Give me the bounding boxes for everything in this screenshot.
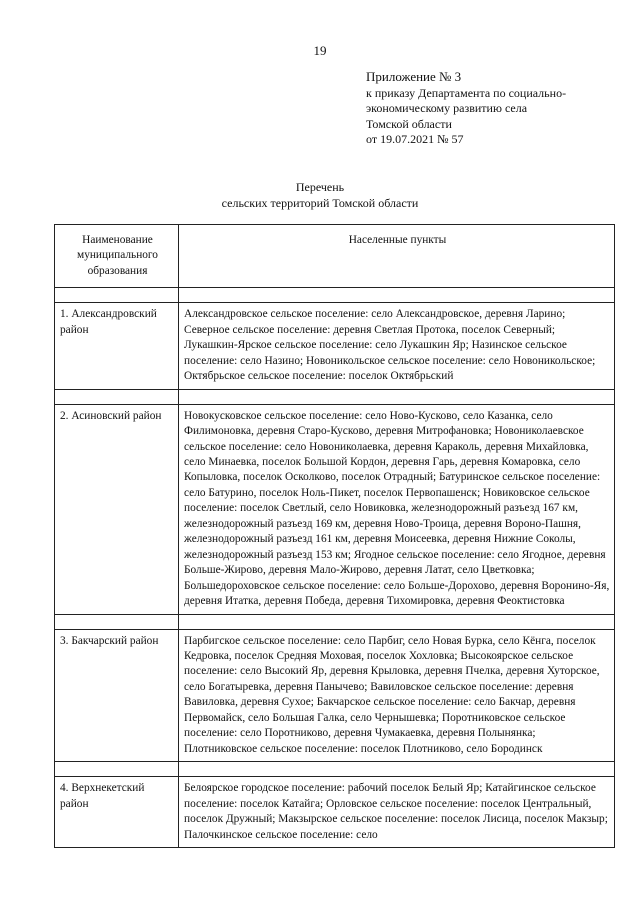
spacer-cell (179, 288, 615, 303)
table-row (55, 777, 615, 848)
settlements-cell: Александровское сельское поселение: село Александровское, деревня Ларино; Северное сельское поселение: деревня Светлая Протока, поселок Северный; Лукашкин-Ярское сельское поселение: село Лукашкин Яр; Назинское сельское поселение: село Назино; Новоникольское сельское поселение: село Новоникольское; Октябрьское сельское поселение: поселок Октябрьский (179, 303, 615, 389)
appendix-title: Приложение № 3 (366, 69, 462, 84)
table-header-row (55, 225, 615, 288)
header-municipality: Наименование муниципального образования (55, 225, 179, 288)
settlements-cell: Парбигское сельское поселение: село Парбиг, село Новая Бурка, село Кёнга, поселок Кедровка, поселок Средняя Моховая, поселок Хохловка; Высокоярское сельское поселение: село Высокий Яр, деревня Крыловка, деревня Пчелка, деревня Хуторское, село Богатыревка, деревня Панычево; Вавиловское сельское поселение: деревня Вавиловка, деревня Сухое; Бакчарское сельское поселение: село Бакчар, деревня Первомайск, село Большая Галка, село Чернышевка; Поротниковское сельское поселение: село Поротниково, деревня Чумакаевка, деревня Полынянка; Плотниковское сельское поселение: поселок Плотниково, село Бородинск (179, 629, 615, 762)
district-cell: 3. Бакчарский район (55, 629, 179, 762)
appendix-date-line: от 19.07.2021 № 57 (366, 132, 464, 147)
spacer-cell (55, 288, 179, 303)
table-spacer (55, 288, 615, 303)
appendix-block (366, 69, 626, 148)
district-cell: 4. Верхнекетский район (55, 777, 179, 848)
appendix-line: к приказу Департамента по социально- (366, 85, 567, 100)
table-spacer (55, 389, 615, 404)
heading-line-2: сельских территорий Томской области (221, 195, 419, 210)
table-spacer (55, 614, 615, 629)
heading-line-1: Перечень (295, 180, 345, 194)
spacer-cell (179, 762, 615, 777)
appendix-line: экономическому развитию села (366, 101, 528, 116)
spacer-cell (55, 389, 179, 404)
appendix-line: Томской области (366, 116, 452, 131)
table-row (55, 303, 615, 389)
header-settlements: Населенные пункты (179, 225, 615, 288)
table-spacer (55, 762, 615, 777)
settlements-cell: Новокусковское сельское поселение: село Ново-Кусково, село Казанка, село Филимоновка, деревня Старо-Кусково, деревня Митрофановка; Новониколаевское сельское поселение: село Новониколаевка, деревня Караколь, деревня Михайловка, село Минаевка, поселок Большой Кордон, деревня Гарь, деревня Комаровка, село Копыловка, поселок Осколково, поселок Отрадный; Батуринское сельское поселение: село Батурино, поселок Ноль-Пикет, поселок Первопашенск; Новиковское сельское поселение: поселок Светлый, село Новиковка, железнодорожный разъезд 167 км, железнодорожный разъезд 169 км, деревня Ново-Троица, деревня Вороно-Пашня, железнодорожный разъезд 161 км, деревня Моисеевка, деревня Нижние Соколы, железнодорожный разъезд 153 км; Ягодное сельское поселение: село Ягодное, деревня Больше-Жирово, деревня Мало-Жирово, деревня Латат, село Цветковка; Большедороховское сельское поселение: село Больше-Дорохово, деревня Воронино-Яя, деревня Итатка, деревня Победа, деревня Тихомировка, деревня Феоктистовка (179, 404, 615, 614)
page-number: 19 (313, 43, 327, 58)
table-row (55, 629, 615, 762)
spacer-cell (179, 614, 615, 629)
document-heading (0, 180, 640, 211)
district-cell: 1. Александровский район (55, 303, 179, 389)
spacer-cell (55, 762, 179, 777)
table-row (55, 404, 615, 614)
settlements-cell: Белоярское городское поселение: рабочий поселок Белый Яр; Катайгинское сельское поселение: поселок Катайга; Орловское сельское поселение: поселок Центральный, поселок Дружный; Макзырское сельское поселение: поселок Лисица, поселок Макзыр; Палочкинское сельское поселение: село (179, 777, 615, 848)
territories-table (54, 224, 615, 848)
spacer-cell (179, 389, 615, 404)
spacer-cell (55, 614, 179, 629)
district-cell: 2. Асиновский район (55, 404, 179, 614)
